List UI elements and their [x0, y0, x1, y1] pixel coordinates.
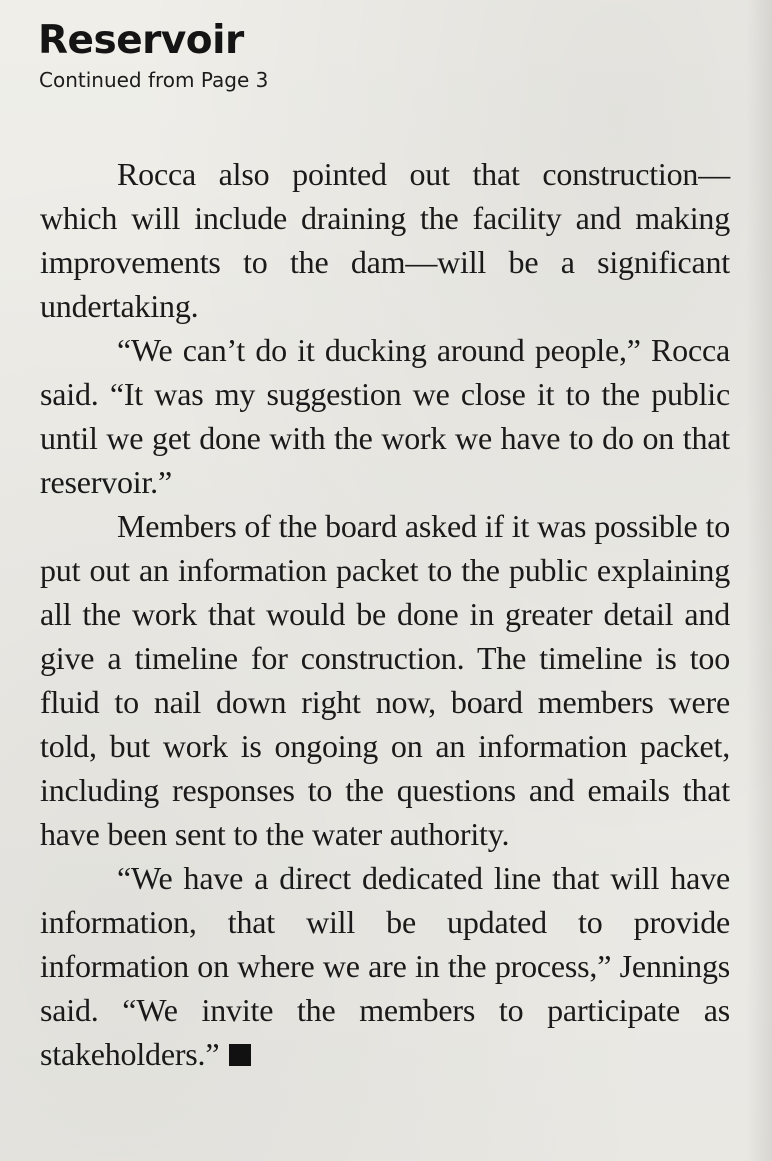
paragraph-3: Members of the board asked if it was possible to put out an information packet to the public explaining all the work that would be done in greater detail and give a timeline for construction. The timeline is too fluid to nail down right now, board members were told, but work is ongoing on an information packet, including responses to the questions and emails that have been sent to the water authority.: [40, 508, 730, 852]
paragraph-4-text: “We have a direct dedicated line that will have information, that will be updated to provide information on where we are in the process,” Jennings said. “We invite the members to participate as stakeholders.”: [40, 860, 730, 1072]
headline: Reservoir: [38, 18, 244, 63]
paragraph-4: [40, 856, 730, 1076]
continued-from-line: Continued from Page 3: [39, 68, 269, 92]
paper-edge-shadow: [746, 0, 772, 1161]
end-of-story-icon: [229, 1044, 251, 1066]
article-header: [38, 18, 268, 94]
paragraph-1: Rocca also pointed out that construction—which will include draining the facility and making improvements to the dam—will be a significant undertaking.: [40, 156, 730, 324]
paragraph-2: “We can’t do it ducking around people,” Rocca said. “It was my suggestion we close it to the public until we get done with the work we have to do on that reservoir.”: [40, 332, 730, 500]
article-body: [40, 152, 730, 1076]
